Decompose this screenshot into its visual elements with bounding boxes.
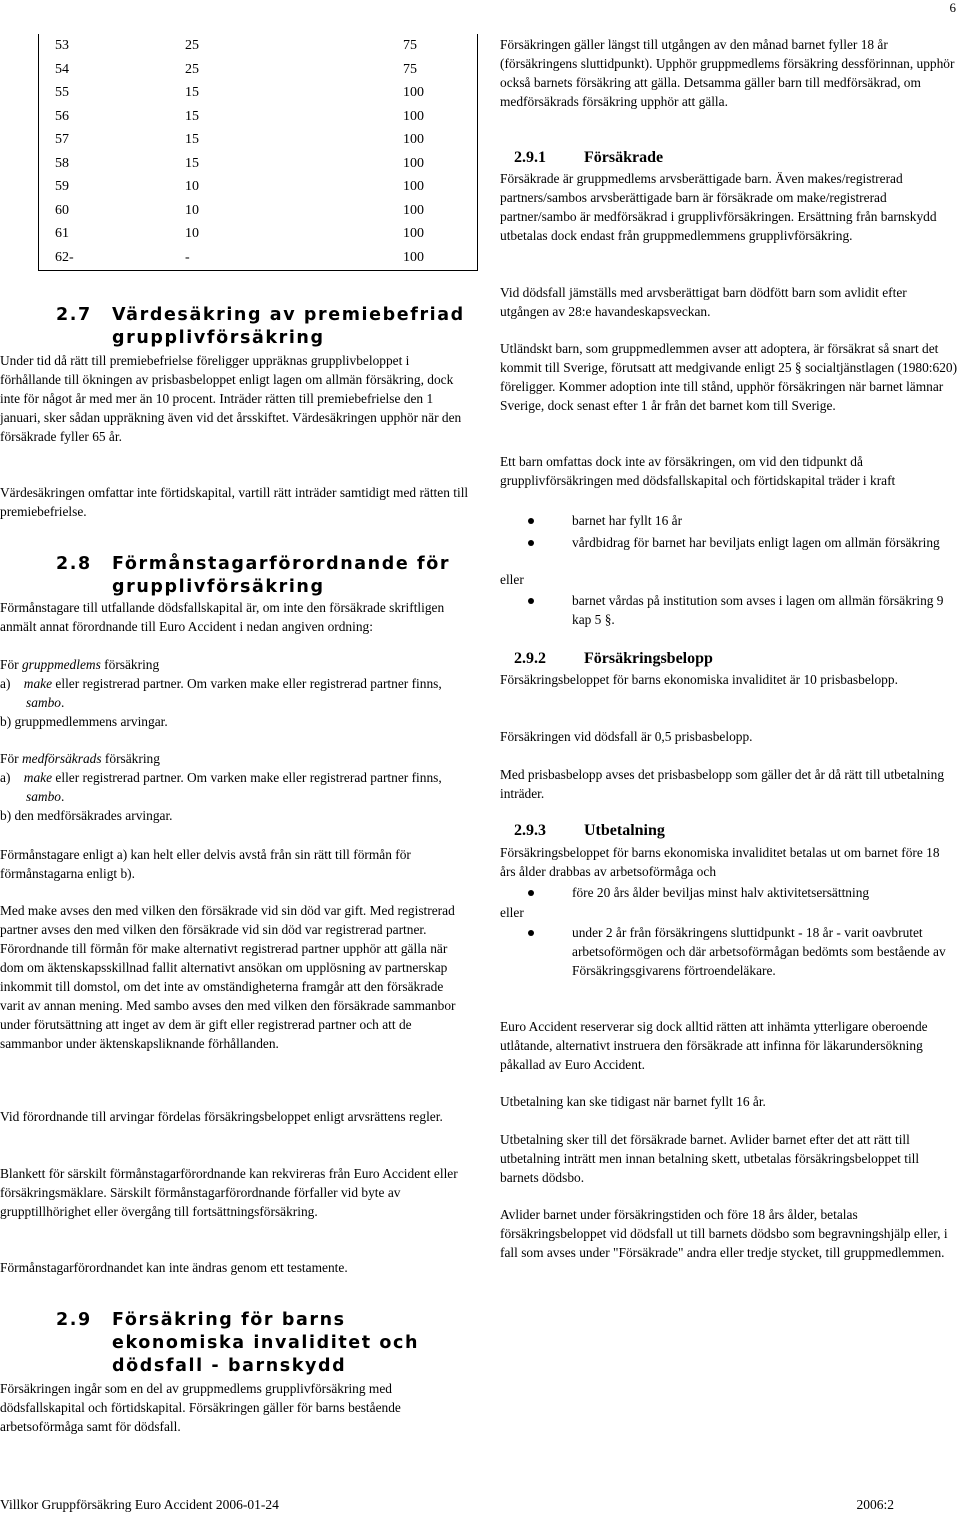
age-table-cell: 100 [403,226,424,241]
age-table-cell: 55 [55,85,69,100]
exclusion-bullet-3: barnet vårdas på institution som avses i lagen om allmän försäkring 9 kap 5 §. [528,591,958,629]
bullet-icon [528,598,534,604]
age-table-cell: 100 [403,249,424,265]
age-table-cell: 15 [185,132,199,147]
age-table-cell: 100 [403,155,424,171]
medforsakrad-item-b: b) den medförsäkrades arvingar. [0,808,173,823]
age-table-cell: 100 [403,85,424,100]
paragraph-avsta: Förmånstagare enligt a) kan helt eller delvis avstå från sin rätt till förmån för förmånstagarna enligt b). [0,847,411,881]
age-table-cell: 75 [403,61,417,77]
age-table-cell: 15 [185,108,199,124]
age-table-cell: 10 [185,179,199,194]
age-table [38,34,478,271]
section-2-9-heading: 2.9 Försäkring för barns ekonomiska invaliditet och dödsfall - barnskydd [0,1309,475,1378]
section-2-9-title: Försäkring för barns ekonomiska invaliditet och dödsfall - barnskydd [112,1310,420,1376]
section-2-7-paragraph-1: Under tid då rätt till premiebefrielse föreligger uppräknas grupplivbeloppet i förhållande till ökningen av prisbasbeloppet enligt lagen om allmän försäkring, dock inte för något år med mer än 10 procent. Inträder rätten till premiebefrielse den 1 januari, sker sådan uppräkning även vid det årsskiftet. Värdesäkringen upphör när den försäkrade fyller 65 år. [0,353,462,444]
age-table-cell: 59 [55,179,69,194]
section-2-9-3-title: Utbetalning [584,822,665,839]
section-2-8-title: Förmånstagarförordnande för grupplivförsäkring [112,554,451,597]
section-2-7-title: Värdesäkring av premiebefriad grupplivförsäkring [112,305,465,348]
paragraph-arvingar: Vid förordnande till arvingar fördelas försäkringsbeloppet enligt arvsrättens regler. [0,1109,443,1124]
age-table-row [39,58,477,82]
bullet-icon [528,890,534,896]
section-2-9-1-paragraph-3: Utländskt barn, som gruppmedlemmen avser att adoptera, är försäkrat så snart det kommit till Sverige, förutsatt att medgivande enligt 25 § socialtjänstlagen (1980:620) föreligger. Kommer adoption inte till stånd, upphör försäkringen när barnet lämnar Sverige, dock senast efter 1 år från det barnet kom till Sverige. [500,341,958,413]
bullet-icon [528,930,534,936]
exclusion-bullet-2: vårdbidrag för barnet har beviljats enligt lagen om allmän försäkring [528,533,958,552]
age-table-row [39,152,477,176]
age-table-cell: 25 [185,61,199,77]
gruppmedlem-item-b: b) gruppmedlemmens arvingar. [0,714,168,729]
age-table-cell: 54 [55,61,69,77]
section-2-9-2-paragraph-3: Med prisbasbelopp avses det prisbasbelopp som gäller det år då rätt till utbetalning inträder. [500,767,945,801]
age-table-cell: - [185,249,190,265]
age-table-cell: 100 [403,108,424,124]
gruppmedlem-heading: För gruppmedlems försäkring [0,657,160,672]
age-table-cell: 10 [185,202,199,218]
age-table-row [39,128,477,152]
section-2-9-2-heading: 2.9.2 Försäkringsbelopp [514,650,713,667]
section-2-9-1-paragraph-4: Ett barn omfattas dock inte av försäkringen, om vid den tidpunkt då grupplivförsäkringen med dödsfallskapital och förtidskapital träder i kraft [500,454,896,488]
age-table-row [39,199,477,223]
footer-document-title: Villkor Gruppförsäkring Euro Accident 2006-01-24 [0,1497,279,1512]
section-2-9-3-paragraph-3: Utbetalning kan ske tidigast när barnet fyllt 16 år. [500,1094,766,1109]
paragraph-testamente: Förmånstagarförordnandet kan inte ändras genom ett testamente. [0,1260,348,1275]
age-table-cell: 25 [185,38,199,53]
eller-separator-2: eller [500,905,524,920]
age-table-cell: 100 [403,202,424,218]
age-table-cell: 100 [403,132,424,147]
section-2-8-heading: 2.8 Förmånstagarförordnande för grupplivförsäkring [0,553,475,599]
age-table-cell: 15 [185,155,199,171]
medforsakrad-heading: För medförsäkrads försäkring [0,751,160,766]
age-table-row [39,175,477,199]
age-table-cell: 100 [403,179,424,194]
footer-version: 2006:2 [856,1497,894,1512]
age-table-cell: 62- [55,249,74,265]
age-table-row [39,34,477,58]
section-2-7-paragraph-2: Värdesäkringen omfattar inte förtidskapital, vartill rätt inträder samtidigt med rätten till premiebefrielse. [0,485,469,519]
section-2-9-3-heading: 2.9.3 Utbetalning [514,822,665,839]
section-2-9-3-paragraph-1: Försäkringsbeloppet för barns ekonomiska invaliditet betalas ut om barnet före 18 års ålder drabbas av arbetsoförmåga och [500,845,940,879]
exclusion-bullet-1: barnet har fyllt 16 år [528,511,958,530]
age-table-cell: 61 [55,226,69,241]
section-2-9-1-paragraph-1: Försäkrade är gruppmedlems arvsberättigade barn. Även makes/registrerad partners/sambos arvsberättigade barn är försäkrade om make/registrerad partner/sambo är medförsäkrad i grupplivförsäkringen. Ersättning från barnskydd utbetalas dock endast från gruppmedlemmens grupplivförsäkring. [500,171,937,243]
page-number: 6 [949,0,956,15]
age-table-cell: 56 [55,108,69,124]
section-2-9-2-paragraph-2: Försäkringen vid dödsfall är 0,5 prisbasbelopp. [500,729,753,744]
section-2-9-3-paragraph-4: Utbetalning sker till det försäkrade barnet. Avlider barnet efter det att rätt till utbetalning inträtt men innan betalning skett, utbetalas försäkringsbeloppet till barnets dödsbo. [500,1132,920,1185]
section-2-9-paragraph-1: Försäkringen ingår som en del av gruppmedlems grupplivförsäkring med dödsfallskapital och förtidskapital. Försäkringen gäller för barns bestående arbetsoförmåga samt för dödsfall. [0,1381,401,1434]
payout-bullet-1: före 20 års ålder beviljas minst halv aktivitetsersättning [528,883,958,902]
age-table-row [39,246,477,270]
paragraph-blankett: Blankett för särskilt förmånstagarförordnande kan rekvireras från Euro Accident eller försäkringsmäklare. Särskilt förmånstagarförordnande förfaller vid byte av grupptillhörighet eller övergång till fortsättningsförsäkring. [0,1166,458,1219]
section-2-9-2-title: Försäkringsbelopp [584,650,713,667]
age-table-row [39,105,477,129]
age-table-cell: 60 [55,202,69,218]
age-table-cell: 58 [55,155,69,171]
section-2-9-3-paragraph-2: Euro Accident reserverar sig dock alltid rätten att inhämta ytterligare oberoende utlåtande, alternativt instruera den försäkrade att infinna för läkarundersökning påkallad av Euro Accident. [500,1019,928,1072]
age-table-cell: 10 [185,226,199,241]
section-2-9-2-paragraph-1: Försäkringsbeloppet för barns ekonomiska invaliditet är 10 prisbasbelopp. [500,672,898,687]
bullet-icon [528,540,534,546]
paragraph-make-definition: Med make avses den med vilken den försäkrade vid sin död var gift. Med registrerad partner avses den med vilken den försäkrade vid sin död var registrerad partner. Förordnande till förmån för make alternativt registrerad partner upphör att gälla när dom om äktenskapsskillnad fallit alternativt ansökan om upplösning av partnerskap inkommit till domstol, om det inte av omständigheterna framgår att den försäkrade varit av annan mening. Med sambo avses den med vilken den försäkrade sammanbor under förutsättning att inget av dem är gift eller registrerad partner och att de sammanbor under äktenskapsliknande förhållanden. [0,903,456,1051]
bullet-icon [528,518,534,524]
age-table-row [39,222,477,246]
section-2-9-paragraph-2: Försäkringen gäller längst till utgången av den månad barnet fyller 18 år (försäkringens sluttidpunkt). Upphör gruppmedlems försäkring dessförinnan, upphör också barnets försäkring att gälla. Detsamma gäller barn till medförsäkrad, om medförsäkrads försäkring upphör att gälla. [500,37,955,109]
medforsakrad-item-a: a) make eller registrerad partner. Om varken make eller registrerad partner finns, sambo. [0,770,442,804]
payout-bullet-2: under 2 år från försäkringens sluttidpunkt - 18 år - varit oavbrutet arbetsoförmögen och där arbetsoförmågan bedömts som bestående av Försäkringsgivarens förtroendeläkare. [528,923,958,980]
age-table-cell: 15 [185,85,199,100]
section-2-9-1-paragraph-2: Vid dödsfall jämställs med arvsberättigat barn dödfött barn som avlidit efter utgången av 28:e havandeskapsveckan. [500,285,907,319]
age-table-row [39,81,477,105]
section-2-9-3-paragraph-5: Avlider barnet under försäkringstiden och före 18 års ålder, betalas försäkringsbeloppet vid dödsfall ut till barnets dödsbo som begravningshjälp eller, i fall som avses under "Försäkrade" andra eller tredje stycket, till gruppmedlemmen. [500,1207,948,1260]
eller-separator-1: eller [500,572,524,587]
section-2-9-1-title: Försäkrade [584,149,664,166]
age-table-cell: 53 [55,38,69,53]
section-2-7-heading: 2.7 Värdesäkring av premiebefriad grupplivförsäkring [0,304,475,350]
age-table-cell: 57 [55,132,69,147]
gruppmedlem-item-a: a) make eller registrerad partner. Om varken make eller registrerad partner finns, sambo. [0,676,442,710]
section-2-8-paragraph-1: Förmånstagare till utfallande dödsfallskapital är, om inte den försäkrade skriftligen anmält annat förordnande till Euro Accident i nedan angiven ordning: [0,600,445,634]
age-table-cell: 75 [403,38,417,53]
section-2-9-1-heading: 2.9.1 Försäkrade [514,149,664,166]
